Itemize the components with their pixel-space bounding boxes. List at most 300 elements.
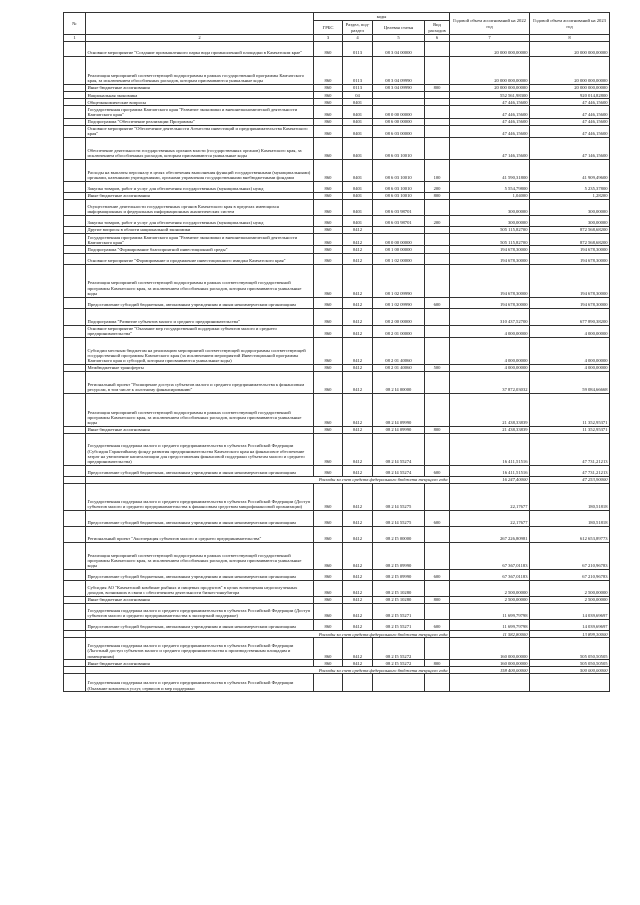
grbs-cell: 860	[314, 511, 343, 527]
num-cell	[64, 57, 86, 85]
section-cell: 0412	[343, 234, 373, 246]
num-cell	[64, 466, 86, 477]
table-row	[64, 264, 610, 297]
target-article-cell: 08 0 00 00000	[373, 106, 425, 118]
target-article-cell: 08 2 I5 00000	[373, 527, 425, 543]
value-2022-cell: 20 000 000,00000	[450, 42, 530, 57]
num-cell	[64, 99, 86, 106]
value-2022-cell: 310 437,52700	[450, 308, 530, 325]
section-cell: 0412	[343, 604, 373, 620]
expense-type-cell	[425, 543, 450, 570]
value-2022-cell: 158 400,00000	[450, 667, 530, 674]
row-name-cell: Иные бюджетные ассигнования	[86, 426, 314, 433]
table-row	[64, 125, 610, 137]
target-article-cell: 08 1 02 09990	[373, 297, 425, 308]
grbs-cell: 860	[314, 125, 343, 137]
expense-type-cell	[425, 92, 450, 99]
grbs-cell: 860	[314, 297, 343, 308]
num-cell	[64, 620, 86, 631]
table-row	[64, 57, 610, 85]
num-cell	[64, 581, 86, 597]
row-name-cell: Реализация мероприятий соответствующей подпрограммы в рамках соответствующей государственной программы Камчатского края, за исключением обособленных расходов, которым присваиваются уникальные коды	[86, 543, 314, 570]
expense-type-cell: 800	[425, 660, 450, 667]
num-cell	[64, 511, 86, 527]
col-target-header: Целевая статья	[373, 21, 425, 35]
row-name-cell: Основное мероприятие "Создание промышленного парка вида промышленной площадки в Камчатском крае"	[86, 42, 314, 57]
value-2022-cell: 194 678,30000	[450, 253, 530, 264]
value-2023-cell: 41 909,49600	[530, 160, 610, 182]
table-row	[64, 92, 610, 99]
grbs-cell: 860	[314, 543, 343, 570]
grbs-cell: 860	[314, 264, 343, 297]
section-cell: 0412	[343, 337, 373, 364]
table-row	[64, 466, 610, 477]
target-article-cell: 08 1 02 00000	[373, 253, 425, 264]
value-2022-cell: 11 699,79798	[450, 620, 530, 631]
index-cell: 6	[425, 35, 450, 42]
section-cell: 0113	[343, 85, 373, 92]
value-2023-cell: 14 039,69697	[530, 620, 610, 631]
expense-type-cell: 600	[425, 620, 450, 631]
value-2023-cell: 47 731,21213	[530, 434, 610, 466]
num-cell	[64, 234, 86, 246]
expense-type-cell	[425, 604, 450, 620]
target-article-cell: 08 6 03 10010	[373, 182, 425, 193]
target-article-cell: 08 2 I4 09990	[373, 426, 425, 433]
value-2023-cell: 11 352,95371	[530, 393, 610, 426]
value-2022-cell: 4 000,00000	[450, 337, 530, 364]
row-name-cell: Закупка товаров, работ и услуг для обеспечения государственных (муниципальных) нужд	[86, 182, 314, 193]
expense-type-cell	[425, 57, 450, 85]
grbs-cell: 860	[314, 85, 343, 92]
expense-type-cell	[425, 337, 450, 364]
row-name-cell: Иные бюджетные ассигнования	[86, 597, 314, 604]
section-cell: 0412	[343, 253, 373, 264]
value-2023-cell: 14 039,69697	[530, 604, 610, 620]
row-name-cell: Межбюджетные трансферты	[86, 364, 314, 371]
num-cell	[64, 264, 86, 297]
table-row	[64, 297, 610, 308]
value-2023-cell: 194 678,30000	[530, 264, 610, 297]
num-cell	[64, 597, 86, 604]
value-2022-cell: 5 554,79800	[450, 182, 530, 193]
value-2022-cell	[450, 674, 530, 692]
num-cell	[64, 42, 86, 57]
target-article-cell: 08 2 I4 55274	[373, 466, 425, 477]
value-2023-cell: 1,28200	[530, 193, 610, 200]
target-article-cell: 08 6 00 00000	[373, 118, 425, 125]
value-2022-cell: 20 000 000,00000	[450, 85, 530, 92]
row-name-cell: Предоставление субсидий бюджетным, автономным учреждениям и иным некоммерческим организациям	[86, 570, 314, 581]
grbs-cell: 860	[314, 138, 343, 160]
target-article-cell: 08 2 I4 55274	[373, 434, 425, 466]
table-row	[64, 99, 610, 106]
value-2022-cell: 47 446,15600	[450, 99, 530, 106]
section-cell: 0401	[343, 99, 373, 106]
num-cell	[64, 227, 86, 234]
table-row	[64, 674, 610, 692]
index-cell: 5	[373, 35, 425, 42]
table-row	[64, 527, 610, 543]
expense-type-cell: 600	[425, 466, 450, 477]
index-cell: 1	[64, 35, 86, 42]
expense-type-cell	[425, 234, 450, 246]
target-article-cell: 08 2 01 40060	[373, 364, 425, 371]
num-cell	[64, 434, 86, 466]
target-article-cell: 08 6 03 10010	[373, 138, 425, 160]
table-row	[64, 253, 610, 264]
target-article-cell: 08 2 I4 09990	[373, 393, 425, 426]
grbs-cell: 860	[314, 216, 343, 227]
section-cell	[343, 674, 373, 692]
row-name-cell: Государственная поддержка малого и среднего предпринимательства в субъектах Российской Федерации (Доступ субъектов малого и среднего предпринимательства к финансовым средствам микрофинансовой организации)	[86, 484, 314, 511]
row-name-cell: Государственная поддержка малого и среднего предпринимательства в субъектах Российской Федерации (Льготный доступ субъектов малого и среднего предпринимательства к производственным площадям и помещениям)	[86, 638, 314, 660]
expense-type-cell	[425, 138, 450, 160]
target-article-cell: 08 0 00 00000	[373, 234, 425, 246]
num-cell	[64, 182, 86, 193]
section-cell: 0412	[343, 246, 373, 253]
value-2023-cell: 47 253,90000	[530, 477, 610, 484]
value-2022-cell: 47 446,15600	[450, 125, 530, 137]
row-name-cell: Региональный проект "Акселерация субъектов малого и среднего предпринимательства"	[86, 527, 314, 543]
value-2022-cell: 505 115,82700	[450, 227, 530, 234]
expense-type-cell	[425, 484, 450, 511]
value-2023-cell: 505 050,50505	[530, 638, 610, 660]
row-name-cell: Государственная поддержка малого и среднего предпринимательства в субъектах Российской Федерации (Доступ субъектов малого и среднего предпринимательства к экспортной поддержке)	[86, 604, 314, 620]
section-cell: 04	[343, 92, 373, 99]
target-article-cell: 08 3 04 00000	[373, 42, 425, 57]
table-body	[64, 42, 610, 692]
value-2022-cell: 1,04000	[450, 193, 530, 200]
section-cell: 0412	[343, 308, 373, 325]
section-cell: 0412	[343, 620, 373, 631]
grbs-cell: 860	[314, 364, 343, 371]
row-name-cell: Субсидии местным бюджетам на реализацию мероприятий соответствующей подпрограммы соответствующей государственной программы Камчатского края (за исключением мероприятий Инвестиционной программы Камчатского края и субсидий, которым присваиваются уникальные коды)	[86, 337, 314, 364]
target-article-cell	[373, 227, 425, 234]
grbs-cell: 860	[314, 484, 343, 511]
num-cell	[64, 631, 86, 638]
grbs-cell: 860	[314, 160, 343, 182]
section-cell: 0412	[343, 466, 373, 477]
col-2022-header: Годовой объем ассигнований на 2022 год	[450, 13, 530, 35]
value-2022-cell: 16 411,51516	[450, 434, 530, 466]
value-2023-cell: 194 678,30000	[530, 246, 610, 253]
index-cell: 2	[86, 35, 314, 42]
table-row	[64, 597, 610, 604]
index-cell: 3	[314, 35, 343, 42]
value-2022-cell: 41 590,31800	[450, 160, 530, 182]
target-article-cell: 08 1 00 00000	[373, 246, 425, 253]
num-cell	[64, 371, 86, 393]
grbs-cell: 860	[314, 466, 343, 477]
row-name-cell: Расходы за счет средств федерального бюджета текущего года	[86, 477, 450, 484]
value-2023-cell: 4 000,00000	[530, 364, 610, 371]
grbs-cell	[314, 674, 343, 692]
value-2023-cell: 4 000,00000	[530, 337, 610, 364]
value-2022-cell: 11 582,80000	[450, 631, 530, 638]
grbs-cell: 860	[314, 200, 343, 216]
expense-type-cell	[425, 393, 450, 426]
value-2023-cell: 11 352,95371	[530, 426, 610, 433]
value-2023-cell: 872 568,68200	[530, 227, 610, 234]
num-cell	[64, 125, 86, 137]
table-row	[64, 106, 610, 118]
grbs-cell: 860	[314, 638, 343, 660]
expense-type-cell: 500	[425, 364, 450, 371]
row-name-cell: Иные бюджетные ассигнования	[86, 193, 314, 200]
grbs-cell: 860	[314, 246, 343, 253]
target-article-cell: 08 2 01 00000	[373, 325, 425, 337]
table-row	[64, 200, 610, 216]
num-cell	[64, 308, 86, 325]
value-2023-cell: 20 000 000,00000	[530, 57, 610, 85]
expense-type-cell: 100	[425, 160, 450, 182]
target-article-cell: 08 2 I5 10280	[373, 597, 425, 604]
value-2022-cell: 552 561,98300	[450, 92, 530, 99]
section-cell: 0412	[343, 297, 373, 308]
section-cell: 0401	[343, 193, 373, 200]
value-2022-cell: 505 115,82700	[450, 234, 530, 246]
value-2023-cell: 872 568,68200	[530, 234, 610, 246]
section-cell: 0412	[343, 638, 373, 660]
table-row	[64, 604, 610, 620]
row-name-cell: Иные бюджетные ассигнования	[86, 660, 314, 667]
target-article-cell: 08 2 I5 55271	[373, 620, 425, 631]
value-2022-cell: 20 000 000,00000	[450, 57, 530, 85]
section-cell: 0412	[343, 227, 373, 234]
value-2022-cell: 194 678,30000	[450, 297, 530, 308]
value-2023-cell: 20 000 000,00000	[530, 42, 610, 57]
index-cell: 8	[530, 35, 610, 42]
target-article-cell: 08 1 02 09990	[373, 264, 425, 297]
value-2022-cell: 22,17677	[450, 484, 530, 511]
value-2023-cell	[530, 674, 610, 692]
value-2023-cell: 5 235,37800	[530, 182, 610, 193]
expense-type-cell	[425, 118, 450, 125]
num-cell	[64, 667, 86, 674]
table-row	[64, 511, 610, 527]
target-article-cell: 08 2 I4 55275	[373, 484, 425, 511]
section-cell: 0412	[343, 511, 373, 527]
section-cell: 0412	[343, 527, 373, 543]
num-cell	[64, 246, 86, 253]
expense-type-cell: 800	[425, 597, 450, 604]
section-cell: 0401	[343, 182, 373, 193]
value-2023-cell: 20 000 000,00000	[530, 85, 610, 92]
expense-type-cell	[425, 227, 450, 234]
num-cell	[64, 364, 86, 371]
target-article-cell: 08 2 I5 09990	[373, 543, 425, 570]
section-cell: 0412	[343, 543, 373, 570]
row-name-cell: Государственная поддержка малого и среднего предпринимательства в субъектах Российской Федерации (Субсидия Гарантийному фонду развития предпринимательства Камчатского края на финансовое обеспечение затрат на увеличение капитализации для предоставления финансовой поддержки субъектам малого и среднего предпринимательства)	[86, 434, 314, 466]
table-row	[64, 85, 610, 92]
grbs-cell: 860	[314, 604, 343, 620]
grbs-cell: 860	[314, 106, 343, 118]
section-cell: 0412	[343, 434, 373, 466]
expense-type-cell	[425, 308, 450, 325]
index-cell: 7	[450, 35, 530, 42]
target-article-cell: 08 2 I5 55271	[373, 604, 425, 620]
section-cell: 0401	[343, 200, 373, 216]
grbs-cell: 860	[314, 660, 343, 667]
federal-subtotal-row	[64, 477, 610, 484]
expense-type-cell: 600	[425, 297, 450, 308]
grbs-cell: 860	[314, 393, 343, 426]
expense-type-cell: 600	[425, 511, 450, 527]
value-2023-cell: 4 000,00000	[530, 325, 610, 337]
grbs-cell: 860	[314, 42, 343, 57]
value-2023-cell: 13 899,30000	[530, 631, 610, 638]
section-cell: 0412	[343, 364, 373, 371]
value-2022-cell: 67 367,01183	[450, 543, 530, 570]
grbs-cell: 860	[314, 227, 343, 234]
value-2023-cell: 194 678,30000	[530, 253, 610, 264]
target-article-cell: 08 3 04 09990	[373, 57, 425, 85]
row-name-cell: Закупка товаров, работ и услуг для обеспечения государственных (муниципальных) нужд	[86, 216, 314, 227]
row-name-cell: Основное мероприятие "Оказание мер государственной поддержки субъектов малого и среднего предпринимательства"	[86, 325, 314, 337]
section-cell: 0412	[343, 581, 373, 597]
target-article-cell: 08 6 03 00000	[373, 125, 425, 137]
table-row	[64, 434, 610, 466]
expense-type-cell	[425, 253, 450, 264]
row-name-cell: Предоставление субсидий бюджетным, автономным учреждениям и иным некоммерческим организациям	[86, 620, 314, 631]
num-cell	[64, 393, 86, 426]
expense-type-cell	[425, 581, 450, 597]
table-row	[64, 160, 610, 182]
row-name-cell: Реализация мероприятий соответствующей подпрограммы в рамках соответствующей государственной программы Камчатского края, за исключением обособленных расходов, которым присваиваются уникальные коды	[86, 264, 314, 297]
row-name-cell: Подпрограмма "Развитие субъектов малого и среднего предпринимательства"	[86, 308, 314, 325]
index-cell: 4	[343, 35, 373, 42]
num-cell	[64, 253, 86, 264]
section-cell: 0412	[343, 426, 373, 433]
table-row	[64, 118, 610, 125]
target-article-cell: 08 2 I5 55272	[373, 638, 425, 660]
grbs-cell: 860	[314, 92, 343, 99]
row-name-cell: Государственная программа Камчатского края "Развитие экономики и внешнеэкономической деятельности Камчатского края"	[86, 234, 314, 246]
num-cell	[64, 570, 86, 581]
num-cell	[64, 426, 86, 433]
col-2023-header: Годовой объем ассигнований на 2023 год	[530, 13, 610, 35]
grbs-cell: 860	[314, 193, 343, 200]
num-cell	[64, 543, 86, 570]
col-name-header	[86, 13, 314, 35]
value-2023-cell: 47 446,15600	[530, 106, 610, 118]
grbs-cell: 860	[314, 426, 343, 433]
row-name-cell: Предоставление субсидий бюджетным, автономным учреждениям и иным некоммерческим организациям	[86, 466, 314, 477]
row-name-cell: Другие вопросы в области национальной экономики	[86, 227, 314, 234]
table-row	[64, 581, 610, 597]
col-num-header: №	[64, 13, 86, 35]
table-row	[64, 484, 610, 511]
target-article-cell: 08 2 01 40060	[373, 337, 425, 364]
value-2023-cell: 47 146,15600	[530, 138, 610, 160]
expense-type-cell	[425, 434, 450, 466]
row-name-cell: Реализация мероприятий соответствующей подпрограммы в рамках государственной программы Камчатского края, за исключением обособленных расходов, которым присваиваются уникальные коды	[86, 57, 314, 85]
value-2022-cell: 160 000,00000	[450, 660, 530, 667]
row-name-cell: Общеэкономические вопросы	[86, 99, 314, 106]
table-row	[64, 216, 610, 227]
grbs-cell: 860	[314, 308, 343, 325]
value-2023-cell: 300,00000	[530, 216, 610, 227]
table-row	[64, 193, 610, 200]
row-name-cell: Иные бюджетные ассигнования	[86, 85, 314, 92]
num-cell	[64, 660, 86, 667]
value-2023-cell: 180,51818	[530, 511, 610, 527]
section-cell: 0401	[343, 106, 373, 118]
num-cell	[64, 325, 86, 337]
num-cell	[64, 484, 86, 511]
table-row	[64, 138, 610, 160]
table-row	[64, 308, 610, 325]
expense-type-cell	[425, 371, 450, 393]
value-2023-cell: 47 446,15600	[530, 99, 610, 106]
table-row	[64, 638, 610, 660]
expense-type-cell: 800	[425, 426, 450, 433]
expense-type-cell	[425, 42, 450, 57]
num-cell	[64, 200, 86, 216]
num-cell	[64, 297, 86, 308]
value-2023-cell: 2 500,00000	[530, 581, 610, 597]
table-row	[64, 246, 610, 253]
section-cell: 0412	[343, 264, 373, 297]
value-2023-cell: 300,00000	[530, 200, 610, 216]
value-2023-cell: 194 678,30000	[530, 297, 610, 308]
grbs-cell: 860	[314, 182, 343, 193]
num-cell	[64, 674, 86, 692]
value-2022-cell: 2 500,00000	[450, 581, 530, 597]
codes-header: коды	[314, 13, 450, 21]
expense-type-cell	[425, 106, 450, 118]
value-2022-cell: 11 699,79798	[450, 604, 530, 620]
value-2023-cell: 59 084,66668	[530, 371, 610, 393]
table-row	[64, 337, 610, 364]
row-name-cell: Национальная экономика	[86, 92, 314, 99]
row-name-cell: Региональный проект "Расширение доступа субъектов малого и среднего предпринимательства к финансовым ресурсам, в том числе к льготному финансированию"	[86, 371, 314, 393]
grbs-cell: 860	[314, 581, 343, 597]
value-2023-cell: 920 014,82800	[530, 92, 610, 99]
expense-type-cell	[425, 527, 450, 543]
row-name-cell: Осуществление деятельности государственных органов Камчатского края в пределах имеющихся информационных и федеральных информационных аналитических систем	[86, 200, 314, 216]
value-2022-cell: 47 446,15600	[450, 118, 530, 125]
row-name-cell: Основное мероприятие "Формирование и продвижение инвестиционного имиджа Камчатского края"	[86, 253, 314, 264]
expense-type-cell	[425, 264, 450, 297]
grbs-cell: 860	[314, 527, 343, 543]
grbs-cell: 860	[314, 570, 343, 581]
expense-type-cell: 200	[425, 182, 450, 193]
expense-type-cell: 200	[425, 216, 450, 227]
value-2022-cell: 21 438,33839	[450, 393, 530, 426]
table-row	[64, 660, 610, 667]
grbs-cell: 860	[314, 620, 343, 631]
target-article-cell: 08 3 04 09990	[373, 85, 425, 92]
table-row	[64, 426, 610, 433]
target-article-cell: 08 2 I5 10280	[373, 581, 425, 597]
value-2023-cell: 505 050,50505	[530, 660, 610, 667]
num-cell	[64, 638, 86, 660]
row-name-cell: Расходы за счет средств федерального бюджета текущего года	[86, 667, 450, 674]
table-row	[64, 364, 610, 371]
row-name-cell: Предоставление субсидий бюджетным, автономным учреждениям и иным некоммерческим организациям	[86, 511, 314, 527]
table-row	[64, 227, 610, 234]
value-2023-cell: 47 446,15600	[530, 125, 610, 137]
expense-type-cell: 800	[425, 85, 450, 92]
value-2022-cell: 16 247,40000	[450, 477, 530, 484]
table-row	[64, 42, 610, 57]
expense-type-cell	[425, 200, 450, 216]
section-cell: 0401	[343, 216, 373, 227]
grbs-cell: 860	[314, 337, 343, 364]
target-article-cell: 08 6 03 10010	[373, 160, 425, 182]
